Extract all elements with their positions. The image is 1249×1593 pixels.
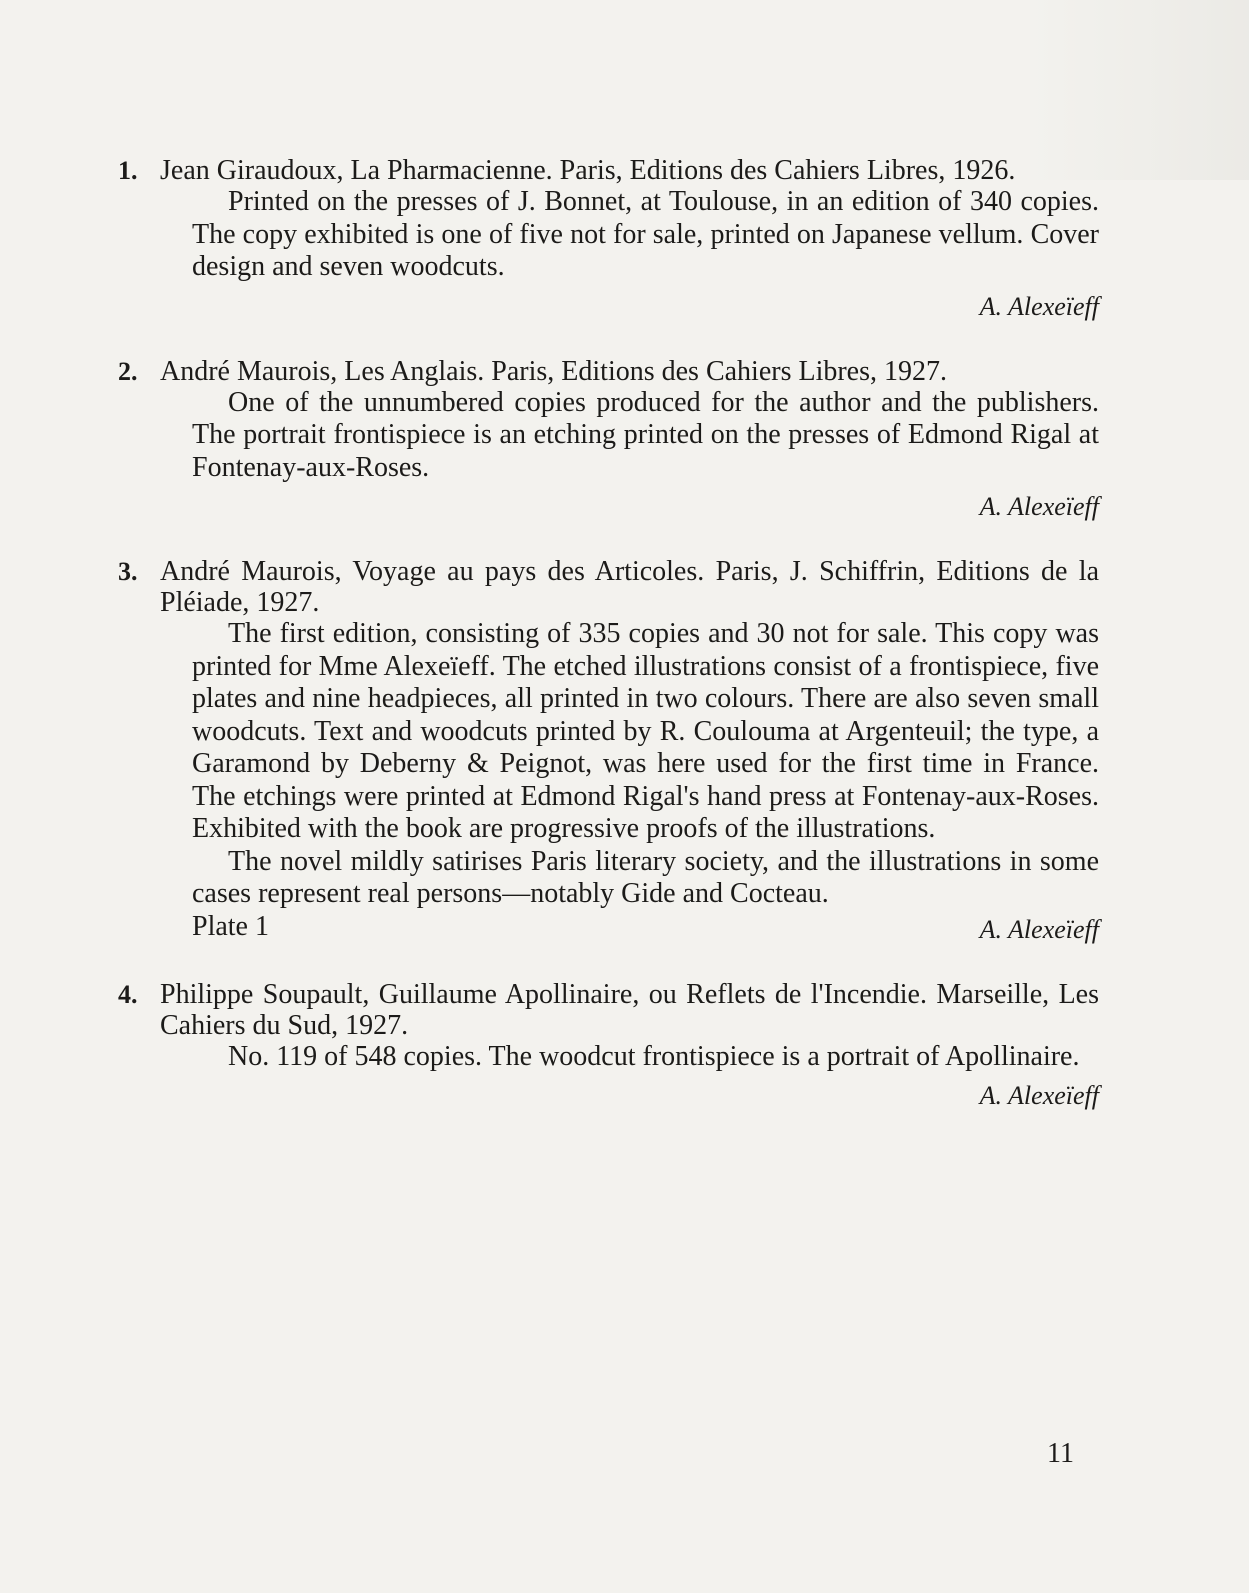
entry-paragraph: The first edition, consisting of 335 copies and 30 not for sale. This copy was printed for Mme Alexeïeff. The etched illustrations consist of a frontispiece, five plates and nine headpieces, all printed in two colours. There are also seven small woodcuts. Text and woodcuts printed by R. Coulouma at Argenteuil; the type, a Garamond by Deberny & Peignot, was here used for the first time in France. The etchings were printed at Edmond Rigal's hand press at Fontenay-aux-Roses. Exhibited with the book are progressive proofs of the illustrations.	[192, 618, 1099, 844]
entry-title: Philippe Soupault, Guillaume Apollinaire, ou Reflets de l'Incendie. Marseille, Les Cahiers du Sud, 1927.	[160, 978, 1099, 1041]
entry-attribution: A. Alexeïeff	[979, 492, 1099, 521]
entry-title: Jean Giraudoux, La Pharmacienne. Paris, Editions des Cahiers Libres, 1926.	[160, 155, 1016, 186]
entry-paragraph: One of the unnumbered copies produced for the author and the publishers. The portrait frontispiece is an etching printed on the presses of Edmond Rigal at Fontenay-aux-Roses.	[192, 386, 1099, 483]
entry-number: 1.	[118, 156, 138, 185]
entry-title: André Maurois, Voyage au pays des Articoles. Paris, J. Schiffrin, Editions de la Pléiade, 1927.	[160, 556, 1099, 618]
page-number: 11	[1047, 1438, 1074, 1469]
show-through-shadow	[1029, 0, 1249, 180]
entry-title: André Maurois, Les Anglais. Paris, Editions des Cahiers Libres, 1927.	[160, 355, 948, 387]
entry-attribution: A. Alexeïeff	[979, 914, 1099, 944]
entry-heading	[118, 356, 1099, 387]
entry-heading	[118, 556, 1099, 618]
entry-paragraph: No. 119 of 548 copies. The woodcut frontispiece is a portrait of Apollinaire.	[228, 1040, 1080, 1072]
catalogue-entry-1	[118, 155, 1099, 322]
entry-paragraph: Printed on the presses of J. Bonnet, at Toulouse, in an edition of 340 copies. The copy exhibited is one of five not for sale, printed on Japanese vellum. Cover design and seven woodcuts.	[192, 186, 1099, 282]
entry-heading	[118, 155, 1099, 186]
catalogue-entry-4	[118, 979, 1099, 1112]
entry-number: 3.	[118, 557, 138, 586]
plate-row	[192, 911, 1099, 945]
entry-attribution: A. Alexeïeff	[979, 1081, 1099, 1110]
entry-body	[118, 618, 1099, 945]
entry-body	[118, 387, 1099, 523]
entry-body	[118, 186, 1099, 322]
entry-body	[118, 1041, 1099, 1112]
catalogue-entry-2	[118, 356, 1099, 523]
entry-heading	[118, 979, 1099, 1041]
catalogue-entry-3	[118, 556, 1099, 945]
plate-reference: Plate 1	[192, 910, 269, 942]
entry-number: 4.	[118, 979, 138, 1009]
entry-paragraph: The novel mildly satirises Paris literary society, and the illustrations in some cases represent real persons—notably Gide and Cocteau.	[192, 845, 1099, 909]
entry-attribution: A. Alexeïeff	[979, 291, 1099, 321]
entry-number: 2.	[118, 356, 138, 386]
